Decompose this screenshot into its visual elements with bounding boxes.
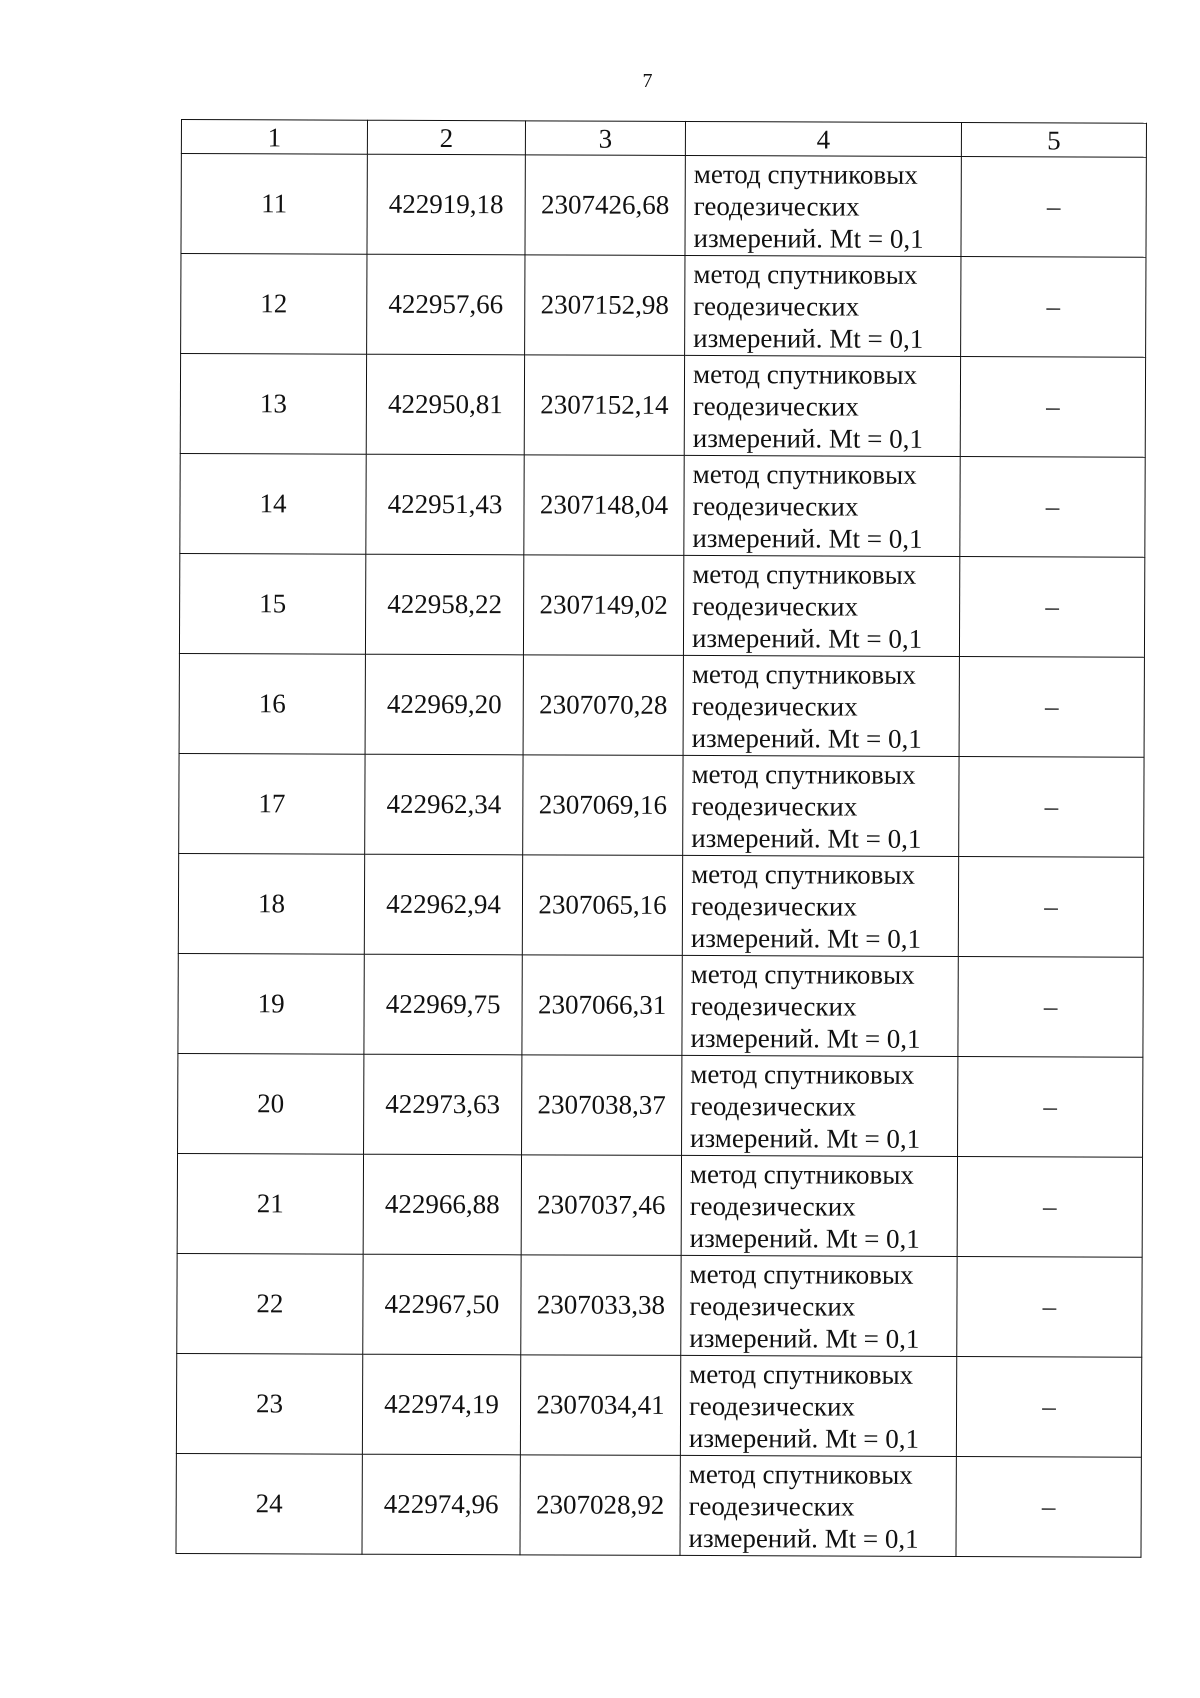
table-row <box>176 1353 1141 1457</box>
column-header: 5 <box>961 122 1146 157</box>
x-coordinate-cell: 422962,34 <box>365 754 523 855</box>
method-cell <box>684 455 960 556</box>
y-coordinate-cell: 2307028,92 <box>520 1455 680 1556</box>
method-line: геодезических <box>693 190 860 222</box>
method-cell <box>685 255 961 356</box>
method-cell <box>683 655 959 756</box>
point-number-cell: 20 <box>178 1053 364 1154</box>
method-line: метод спутниковых <box>692 558 917 590</box>
y-coordinate-cell: 2307066,31 <box>522 955 682 1056</box>
x-coordinate-cell: 422951,43 <box>366 454 524 555</box>
table-row <box>178 1053 1143 1157</box>
method-line: геодезических <box>692 390 859 422</box>
x-coordinate-cell: 422950,81 <box>366 354 524 455</box>
method-line: измерений. Mt = 0,1 <box>691 722 922 754</box>
method-line: геодезических <box>688 1490 855 1522</box>
page-number: 7 <box>642 70 653 92</box>
method-line: измерений. Mt = 0,1 <box>689 1322 920 1354</box>
table-row <box>178 953 1143 1057</box>
method-cell <box>681 1155 957 1256</box>
method-line: измерений. Mt = 0,1 <box>688 1522 919 1554</box>
method-line: измерений. Mt = 0,1 <box>689 1222 920 1254</box>
method-line: измерений. Mt = 0,1 <box>688 1422 920 1454</box>
point-number-cell: 23 <box>176 1353 362 1454</box>
method-line: геодезических <box>689 1390 856 1422</box>
method-line: метод спутниковых <box>691 858 916 890</box>
x-coordinate-cell: 422957,66 <box>367 254 525 355</box>
method-line: измерений. Mt = 0,1 <box>693 222 924 254</box>
y-coordinate-cell: 2307065,16 <box>522 855 682 956</box>
note-cell: – <box>956 1356 1141 1457</box>
method-line: метод спутниковых <box>693 258 918 290</box>
method-line: измерений. Mt = 0,1 <box>693 322 924 354</box>
point-number-cell: 15 <box>179 553 365 654</box>
table-row <box>179 653 1144 757</box>
method-line: метод спутниковых <box>688 1458 913 1490</box>
method-line: измерений. Mt = 0,1 <box>692 422 923 454</box>
method-cell <box>681 1255 957 1356</box>
table-row <box>177 1253 1142 1357</box>
point-number-cell: 18 <box>178 853 364 954</box>
method-line: измерений. Mt = 0,1 <box>692 522 923 554</box>
coordinates-table <box>175 119 1147 1558</box>
x-coordinate-cell: 422966,88 <box>363 1154 521 1255</box>
y-coordinate-cell: 2307152,14 <box>524 355 684 456</box>
method-cell <box>684 355 960 456</box>
method-line: геодезических <box>693 290 860 322</box>
table-row <box>180 453 1145 557</box>
y-coordinate-cell: 2307034,41 <box>520 1355 680 1456</box>
column-header: 3 <box>525 121 685 156</box>
table-header <box>181 120 1146 158</box>
y-coordinate-cell: 2307069,16 <box>523 755 683 856</box>
method-cell <box>682 955 958 1056</box>
table-row <box>179 753 1144 857</box>
method-line: метод спутниковых <box>690 1058 915 1090</box>
method-line: измерений. Mt = 0,1 <box>691 822 922 854</box>
table-row <box>180 354 1145 458</box>
column-header: 1 <box>181 120 367 155</box>
method-line: измерений. Mt = 0,1 <box>690 1122 921 1154</box>
note-cell: – <box>960 356 1145 457</box>
x-coordinate-cell: 422967,50 <box>363 1254 521 1355</box>
method-line: геодезических <box>691 790 858 822</box>
y-coordinate-cell: 2307148,04 <box>524 455 684 556</box>
method-line: геодезических <box>689 1290 856 1322</box>
method-cell <box>680 1355 956 1456</box>
header-row <box>181 120 1146 158</box>
table-row <box>176 1453 1141 1557</box>
y-coordinate-cell: 2307426,68 <box>525 155 685 256</box>
method-line: геодезических <box>691 690 858 722</box>
column-header: 4 <box>685 121 961 156</box>
y-coordinate-cell: 2307070,28 <box>523 655 683 756</box>
method-cell <box>683 555 959 656</box>
column-header: 2 <box>367 120 525 155</box>
method-line: геодезических <box>692 490 859 522</box>
method-line: метод спутниковых <box>689 1358 914 1390</box>
x-coordinate-cell: 422919,18 <box>367 154 525 255</box>
method-line: метод спутниковых <box>691 658 916 690</box>
y-coordinate-cell: 2307152,98 <box>525 255 685 356</box>
x-coordinate-cell: 422969,20 <box>365 654 523 755</box>
table-row <box>178 853 1143 957</box>
method-cell <box>683 755 959 856</box>
note-cell: – <box>959 556 1144 657</box>
y-coordinate-cell: 2307037,46 <box>521 1155 681 1256</box>
point-number-cell: 19 <box>178 953 364 1054</box>
x-coordinate-cell: 422974,19 <box>362 1354 520 1455</box>
table-row <box>181 254 1146 358</box>
point-number-cell: 16 <box>179 653 365 754</box>
point-number-cell: 13 <box>180 354 366 455</box>
y-coordinate-cell: 2307038,37 <box>522 1055 682 1156</box>
method-line: измерений. Mt = 0,1 <box>691 622 923 654</box>
method-line: метод спутниковых <box>693 158 918 190</box>
point-number-cell: 12 <box>181 254 367 355</box>
x-coordinate-cell: 422974,96 <box>362 1454 520 1555</box>
method-line: геодезических <box>690 1090 857 1122</box>
method-line: геодезических <box>689 1190 856 1222</box>
point-number-cell: 14 <box>180 453 366 554</box>
method-line: метод спутниковых <box>692 458 917 490</box>
point-number-cell: 11 <box>181 154 367 255</box>
note-cell: – <box>957 1156 1142 1257</box>
note-cell: – <box>961 156 1146 257</box>
table-body <box>176 154 1146 1558</box>
method-line: измерений. Mt = 0,1 <box>690 1022 921 1054</box>
note-cell: – <box>959 656 1144 757</box>
method-cell <box>682 1055 958 1156</box>
method-line: метод спутниковых <box>690 958 915 990</box>
note-cell: – <box>957 1256 1142 1357</box>
method-line: измерений. Mt = 0,1 <box>690 922 922 954</box>
method-line: метод спутниковых <box>689 1158 915 1190</box>
note-cell: – <box>958 1056 1143 1157</box>
y-coordinate-cell: 2307033,38 <box>521 1255 681 1356</box>
method-cell <box>682 855 958 956</box>
note-cell: – <box>956 1456 1141 1557</box>
table-row <box>181 154 1146 258</box>
method-line: метод спутниковых <box>691 758 916 790</box>
point-number-cell: 22 <box>177 1253 363 1354</box>
x-coordinate-cell: 422969,75 <box>364 954 522 1055</box>
x-coordinate-cell: 422962,94 <box>364 854 522 955</box>
note-cell: – <box>958 956 1143 1057</box>
point-number-cell: 24 <box>176 1453 362 1554</box>
method-cell <box>680 1455 956 1556</box>
method-line: метод спутниковых <box>689 1258 914 1290</box>
method-line: геодезических <box>692 590 859 622</box>
note-cell: – <box>959 756 1144 857</box>
method-line: геодезических <box>690 890 857 922</box>
y-coordinate-cell: 2307149,02 <box>523 555 683 656</box>
table-row <box>177 1153 1142 1257</box>
point-number-cell: 17 <box>179 753 365 854</box>
note-cell: – <box>960 456 1145 557</box>
note-cell: – <box>961 256 1146 357</box>
note-cell: – <box>958 856 1143 957</box>
method-cell <box>685 155 961 256</box>
x-coordinate-cell: 422973,63 <box>364 1054 522 1155</box>
point-number-cell: 21 <box>177 1153 363 1254</box>
method-line: метод спутниковых <box>692 358 918 390</box>
table-row <box>179 553 1144 657</box>
method-line: геодезических <box>690 990 857 1022</box>
x-coordinate-cell: 422958,22 <box>365 554 523 655</box>
